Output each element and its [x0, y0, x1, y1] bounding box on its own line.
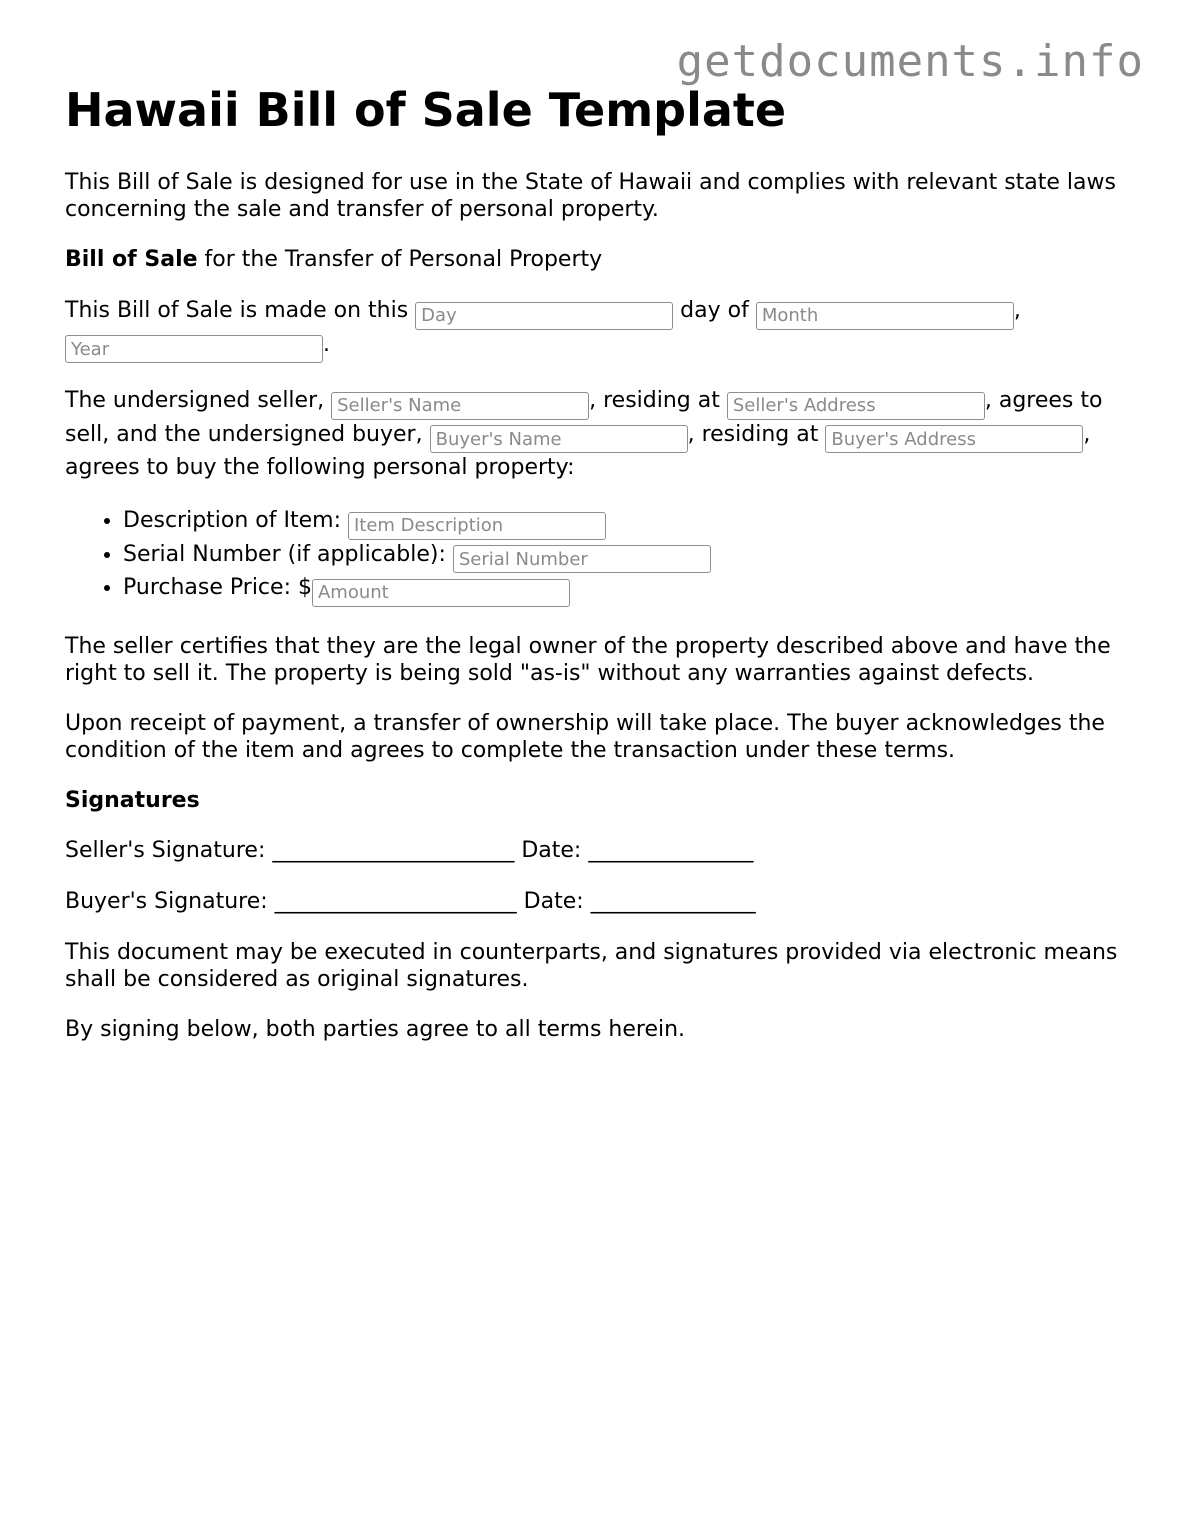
transfer-paragraph: Upon receipt of payment, a transfer of ownership will take place. The buyer acknowledges the condition of the item and agrees to complete the transaction under these terms. — [65, 710, 1105, 763]
signatures-heading: Signatures — [65, 787, 200, 813]
list-item-description — [123, 506, 1125, 540]
document-body — [65, 82, 1125, 1066]
subtitle-bold: Bill of Sale — [65, 247, 198, 272]
date-prefix: This Bill of Sale is made on this — [65, 298, 416, 323]
watermark: getdocuments.info — [676, 36, 1144, 87]
parties-text-4: , residing at — [687, 421, 826, 447]
certify-paragraph: The seller certifies that they are the legal owner of the property described above and have the right to sell it. The property is being sold "as-is" without any warranties against defects. — [65, 633, 1111, 686]
parties-paragraph — [65, 386, 1125, 483]
buyer-name-input[interactable] — [430, 425, 688, 453]
parties-text-2: , residing at — [589, 388, 727, 413]
page-title: Hawaii Bill of Sale Template — [65, 83, 787, 137]
buyer-address-input[interactable] — [825, 425, 1083, 453]
parties-text-5: , agrees to buy the following personal property: — [65, 421, 1091, 480]
subtitle-line — [65, 246, 1125, 273]
price-label: Purchase Price: $ — [123, 575, 312, 600]
parties-text-1: The undersigned seller, — [65, 388, 332, 413]
counterparts-paragraph: This document may be executed in counterparts, and signatures provided via electronic means shall be considered as original signatures. — [65, 939, 1118, 992]
date-comma: , — [1013, 298, 1021, 323]
day-input[interactable] — [415, 302, 673, 330]
month-input[interactable] — [756, 302, 1014, 330]
date-period: . — [323, 331, 330, 357]
parties-text-3: , agrees to sell, and the undersigned buyer, — [65, 388, 1103, 447]
seller-address-input[interactable] — [727, 392, 985, 420]
description-label: Description of Item: — [123, 508, 348, 533]
list-item-price — [123, 573, 1125, 607]
seller-name-input[interactable] — [331, 392, 589, 420]
date-mid: day of — [673, 298, 756, 323]
buyer-signature-line: Buyer's Signature: ______________________ Date: _______________ — [65, 888, 756, 914]
item-list — [65, 506, 1125, 607]
seller-signature-line: Seller's Signature: ______________________ Date: _______________ — [65, 837, 754, 863]
year-input[interactable] — [65, 335, 323, 363]
closing-paragraph: By signing below, both parties agree to all terms herein. — [65, 1016, 686, 1042]
subtitle-rest: for the Transfer of Personal Property — [197, 247, 603, 272]
list-item-serial — [123, 540, 1125, 574]
date-line — [65, 296, 1125, 363]
serial-number-input[interactable] — [453, 545, 711, 573]
item-description-input[interactable] — [348, 512, 606, 540]
amount-input[interactable] — [312, 579, 570, 607]
intro-paragraph: This Bill of Sale is designed for use in the State of Hawaii and complies with relevant state laws concerning the sale and transfer of personal property. — [65, 170, 1116, 222]
serial-label: Serial Number (if applicable): — [123, 541, 453, 567]
